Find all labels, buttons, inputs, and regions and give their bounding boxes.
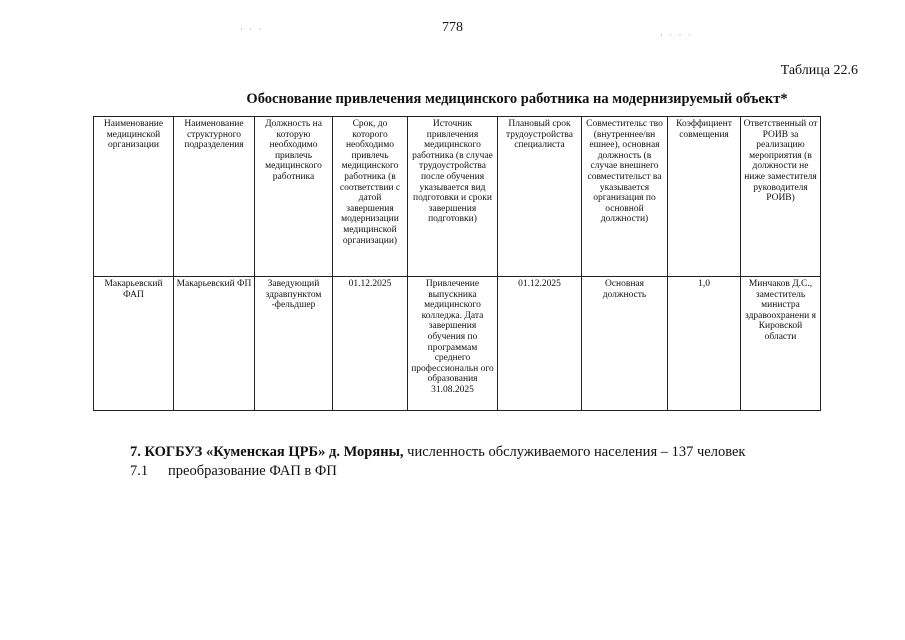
justification-table <box>93 116 821 411</box>
table-row <box>94 277 821 411</box>
cell-position: Заведующий здравпунктом -фельдшер <box>255 277 333 411</box>
subsection-heading <box>130 463 337 480</box>
table-header-row <box>94 117 821 277</box>
header-cell: Должность на которую необходимо привлечь медицинского работника <box>255 117 333 277</box>
cell-coefficient: 1,0 <box>668 277 741 411</box>
subsection-text: преобразование ФАП в ФП <box>168 463 337 479</box>
table-label: Таблица 22.6 <box>780 63 858 78</box>
subsection-number: 7.1 <box>130 463 149 479</box>
cell-deadline: 01.12.2025 <box>333 277 408 411</box>
scan-noise: · · · · <box>660 30 693 40</box>
header-cell: Ответственный от РОИВ за реализацию мероприятия (в должности не ниже заместителя руководителя РОИВ) <box>741 117 821 277</box>
document-title: Обоснование привлечения медицинского работника на модернизируемый объект* <box>246 91 788 107</box>
header-cell: Совместительс тво (внутреннее/вн ешнее), основная должность (в случае внешнего совместительст ва указывается организация по основной должности) <box>582 117 668 277</box>
section-heading-rest: численность обслуживаемого населения – 137 человек <box>403 444 746 460</box>
cell-source: Привлечение выпускника медицинского колледжа. Дата завершения обучения по программам среднего профессиональн ого образования 31.08.2025 <box>408 277 498 411</box>
cell-organization: Макарьевский ФАП <box>94 277 174 411</box>
cell-planned-date: 01.12.2025 <box>498 277 582 411</box>
header-cell: Срок, до которого необходимо привлечь медицинского работника (в соответствии с датой завершения модернизации медицинской организации) <box>333 117 408 277</box>
header-cell: Плановый срок трудоустройства специалиста <box>498 117 582 277</box>
header-cell: Наименование медицинской организации <box>94 117 174 277</box>
cell-responsible: Минчаков Д.С., заместитель министра здравоохранени я Кировской области <box>741 277 821 411</box>
cell-combination: Основная должность <box>582 277 668 411</box>
header-cell: Коэффициент совмещения <box>668 117 741 277</box>
header-cell: Источник привлечения медицинского работника (в случае трудоустройства после обучения указывается вид подготовки и сроки завершения подготовки) <box>408 117 498 277</box>
cell-subdivision: Макарьевский ФП <box>174 277 255 411</box>
header-cell: Наименование структурного подразделения <box>174 117 255 277</box>
section-heading-bold: 7. КОГБУЗ «Куменская ЦРБ» д. Моряны, <box>130 444 404 460</box>
scan-noise: · · · <box>240 24 264 34</box>
section-heading <box>130 444 745 461</box>
page-number: 778 <box>442 20 463 35</box>
